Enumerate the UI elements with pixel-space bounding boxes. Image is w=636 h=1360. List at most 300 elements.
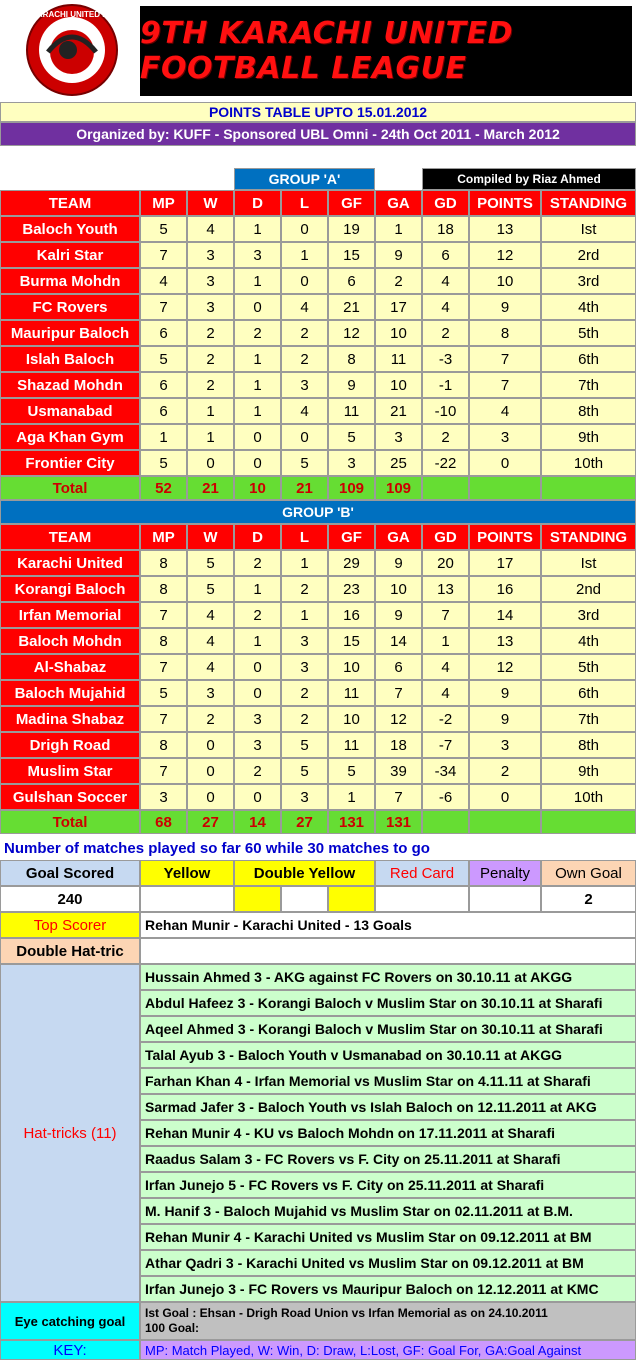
double-hattric-label: Double Hat-tric bbox=[0, 938, 140, 964]
total-cell: 131 bbox=[328, 810, 375, 834]
stat-cell: 6 bbox=[140, 372, 187, 398]
stat-cell: 12 bbox=[375, 706, 422, 732]
table-row bbox=[0, 680, 636, 706]
stat-cell: 10 bbox=[375, 576, 422, 602]
stat-cell: 7 bbox=[140, 758, 187, 784]
table-row bbox=[0, 216, 636, 242]
hattrick-item: M. Hanif 3 - Baloch Mujahid vs Muslim Star on 02.11.2011 at B.M. bbox=[140, 1198, 636, 1224]
stat-cell: 0 bbox=[281, 268, 328, 294]
hattricks-label: Hat-tricks (11) bbox=[0, 964, 140, 1302]
stat-cell: 1 bbox=[140, 424, 187, 450]
stat-cell: 1 bbox=[234, 216, 281, 242]
stat-cell: 4 bbox=[469, 398, 541, 424]
group_a-col-header: GD bbox=[422, 190, 469, 216]
stat-cell: 4 bbox=[422, 654, 469, 680]
team-name: Burma Mohdn bbox=[0, 268, 140, 294]
table-row bbox=[0, 346, 636, 372]
stat-cell: 17 bbox=[375, 294, 422, 320]
stat-cell: -6 bbox=[422, 784, 469, 810]
hattrick-row bbox=[0, 964, 636, 990]
stat-cell: 1 bbox=[281, 550, 328, 576]
group_a-col-header: GA bbox=[375, 190, 422, 216]
total-cell bbox=[422, 810, 469, 834]
group_b-col-header: D bbox=[234, 524, 281, 550]
hattrick-item: Athar Qadri 3 - Karachi United vs Muslim Star on 09.12.2011 at BM bbox=[140, 1250, 636, 1276]
stat-cell: 3 bbox=[187, 268, 234, 294]
hattrick-item: Farhan Khan 4 - Irfan Memorial vs Muslim Star on 4.11.11 at Sharafi bbox=[140, 1068, 636, 1094]
group_a-col-header: MP bbox=[140, 190, 187, 216]
stat-cell: 2 bbox=[234, 758, 281, 784]
stat-cell: 8th bbox=[541, 732, 636, 758]
stats-value-row bbox=[0, 886, 636, 912]
stat-cell: 21 bbox=[375, 398, 422, 424]
stat-cell: 3 bbox=[187, 242, 234, 268]
stat-cell: 4 bbox=[422, 680, 469, 706]
stat-cell: 4 bbox=[187, 654, 234, 680]
stat-cell: 11 bbox=[375, 346, 422, 372]
stat-cell: 9 bbox=[469, 680, 541, 706]
total-cell: 21 bbox=[187, 476, 234, 500]
team-name: Muslim Star bbox=[0, 758, 140, 784]
organized-row bbox=[0, 122, 636, 146]
top-scorer-label: Top Scorer bbox=[0, 912, 140, 938]
stat-cell: 7 bbox=[375, 784, 422, 810]
group_a-col-header: D bbox=[234, 190, 281, 216]
stat-cell: 2 bbox=[187, 372, 234, 398]
penalty-header: Penalty bbox=[469, 860, 541, 886]
group_b-column-header-row bbox=[0, 524, 636, 550]
stat-cell: 3 bbox=[234, 706, 281, 732]
stat-cell: 1 bbox=[422, 628, 469, 654]
stat-cell: 14 bbox=[469, 602, 541, 628]
stat-cell: 2 bbox=[375, 268, 422, 294]
stat-cell: 6 bbox=[328, 268, 375, 294]
eye-line-2: 100 Goal: bbox=[145, 1321, 200, 1335]
stat-cell: 39 bbox=[375, 758, 422, 784]
stat-cell: 2 bbox=[469, 758, 541, 784]
stat-cell: 1 bbox=[234, 576, 281, 602]
stat-cell: 4 bbox=[140, 268, 187, 294]
stat-cell: 15 bbox=[328, 242, 375, 268]
stat-cell: 7th bbox=[541, 372, 636, 398]
double-hattric-value bbox=[140, 938, 636, 964]
hattrick-item: Hussain Ahmed 3 - AKG against FC Rovers on 30.10.11 at AKGG bbox=[140, 964, 636, 990]
page-title: POINTS TABLE UPTO 15.01.2012 bbox=[0, 102, 636, 122]
stat-cell: 11 bbox=[328, 680, 375, 706]
stat-cell: 21 bbox=[328, 294, 375, 320]
stat-cell: 6th bbox=[541, 346, 636, 372]
group_b-col-header: GD bbox=[422, 524, 469, 550]
stat-cell: 13 bbox=[469, 628, 541, 654]
group_a-col-header: STANDING bbox=[541, 190, 636, 216]
stat-cell: 0 bbox=[234, 424, 281, 450]
stat-cell: 2 bbox=[187, 320, 234, 346]
stat-cell: 1 bbox=[187, 424, 234, 450]
stat-cell: 18 bbox=[375, 732, 422, 758]
stat-cell: 0 bbox=[234, 450, 281, 476]
team-name: Kalri Star bbox=[0, 242, 140, 268]
stat-cell: Ist bbox=[541, 216, 636, 242]
total-cell: 109 bbox=[375, 476, 422, 500]
penalty-value bbox=[469, 886, 541, 912]
double-yellow-header: Double Yellow bbox=[234, 860, 375, 886]
team-name: Mauripur Baloch bbox=[0, 320, 140, 346]
stat-cell: -10 bbox=[422, 398, 469, 424]
logo-year: 1996 bbox=[63, 76, 79, 83]
team-name: Madina Shabaz bbox=[0, 706, 140, 732]
stat-cell: 9 bbox=[375, 602, 422, 628]
stat-cell: 0 bbox=[187, 758, 234, 784]
stat-cell: 10 bbox=[375, 320, 422, 346]
team-name: Islah Baloch bbox=[0, 346, 140, 372]
stat-cell: 3 bbox=[328, 450, 375, 476]
total-cell bbox=[422, 476, 469, 500]
group-a-header-row bbox=[0, 168, 636, 190]
total-cell: 131 bbox=[375, 810, 422, 834]
stat-cell: 8 bbox=[469, 320, 541, 346]
group-b-header-row bbox=[0, 500, 636, 524]
organized-text: Organized by: KUFF - Sponsored UBL Omni - 24th Oct 2011 - March 2012 bbox=[0, 122, 636, 146]
stat-cell: 8 bbox=[140, 576, 187, 602]
stat-cell: Ist bbox=[541, 550, 636, 576]
group_a-col-header: GF bbox=[328, 190, 375, 216]
stat-cell: 4 bbox=[281, 294, 328, 320]
stat-cell: 4 bbox=[422, 268, 469, 294]
hattrick-row bbox=[0, 1068, 636, 1094]
key-label: KEY: bbox=[0, 1340, 140, 1360]
stat-cell: 1 bbox=[234, 372, 281, 398]
stat-cell: 8 bbox=[140, 732, 187, 758]
yellow-value bbox=[140, 886, 234, 912]
total-cell: 21 bbox=[281, 476, 328, 500]
stat-cell: 10 bbox=[375, 372, 422, 398]
stat-cell: 2 bbox=[422, 424, 469, 450]
stat-cell: 1 bbox=[281, 602, 328, 628]
group_b-col-header: TEAM bbox=[0, 524, 140, 550]
stat-cell: 2 bbox=[187, 346, 234, 372]
total-cell: 52 bbox=[140, 476, 187, 500]
stat-cell: 3 bbox=[469, 424, 541, 450]
team-name: Aga Khan Gym bbox=[0, 424, 140, 450]
stat-cell: 7 bbox=[140, 242, 187, 268]
group_a-col-header: W bbox=[187, 190, 234, 216]
stats-header-row bbox=[0, 860, 636, 886]
stat-cell: 3rd bbox=[541, 602, 636, 628]
stat-cell: 7 bbox=[140, 654, 187, 680]
table-row bbox=[0, 424, 636, 450]
team-name: Al-Shabaz bbox=[0, 654, 140, 680]
table-row bbox=[0, 576, 636, 602]
hattrick-item: Talal Ayub 3 - Baloch Youth v Usmanabad on 30.10.11 at AKGG bbox=[140, 1042, 636, 1068]
stat-cell: 0 bbox=[187, 732, 234, 758]
team-name: Karachi United bbox=[0, 550, 140, 576]
hattrick-row bbox=[0, 1042, 636, 1068]
hattrick-row bbox=[0, 1276, 636, 1302]
eye-catching-label: Eye catching goal bbox=[0, 1302, 140, 1340]
stat-cell: 20 bbox=[422, 550, 469, 576]
stat-cell: 6 bbox=[422, 242, 469, 268]
stat-cell: 6th bbox=[541, 680, 636, 706]
table-row bbox=[0, 732, 636, 758]
total-cell: 109 bbox=[328, 476, 375, 500]
eye-line-1: Ist Goal : Ehsan - Drigh Road Union vs Irfan Memorial as on 24.10.2011 bbox=[145, 1306, 548, 1320]
table-row bbox=[0, 654, 636, 680]
stat-cell: 10 bbox=[328, 654, 375, 680]
stat-cell: 4 bbox=[422, 294, 469, 320]
red-card-value bbox=[375, 886, 469, 912]
stat-cell: 16 bbox=[469, 576, 541, 602]
table-row bbox=[0, 320, 636, 346]
team-name: Baloch Youth bbox=[0, 216, 140, 242]
stat-cell: 9 bbox=[375, 550, 422, 576]
stat-cell: 5th bbox=[541, 654, 636, 680]
stat-cell: -1 bbox=[422, 372, 469, 398]
group_a-column-header-row bbox=[0, 190, 636, 216]
stat-cell: 7 bbox=[469, 346, 541, 372]
yellow-header: Yellow bbox=[140, 860, 234, 886]
group_a-col-header: L bbox=[281, 190, 328, 216]
stat-cell: 14 bbox=[375, 628, 422, 654]
stat-cell: 18 bbox=[422, 216, 469, 242]
table-row bbox=[0, 784, 636, 810]
stat-cell: 3 bbox=[281, 784, 328, 810]
stat-cell: 1 bbox=[328, 784, 375, 810]
stat-cell: 6 bbox=[375, 654, 422, 680]
stat-cell: 3 bbox=[281, 372, 328, 398]
group_b-col-header: L bbox=[281, 524, 328, 550]
stat-cell: 5 bbox=[140, 450, 187, 476]
stat-cell: 9 bbox=[375, 242, 422, 268]
stat-cell: 0 bbox=[187, 784, 234, 810]
stat-cell: 8 bbox=[140, 550, 187, 576]
stat-cell: 25 bbox=[375, 450, 422, 476]
hattrick-row bbox=[0, 1094, 636, 1120]
stat-cell: 2 bbox=[234, 550, 281, 576]
stat-cell: 5 bbox=[187, 576, 234, 602]
stat-cell: 2 bbox=[281, 680, 328, 706]
stat-cell: -3 bbox=[422, 346, 469, 372]
stat-cell: 8 bbox=[140, 628, 187, 654]
stat-cell: 4th bbox=[541, 628, 636, 654]
stat-cell: 1 bbox=[234, 268, 281, 294]
stat-cell: 3 bbox=[234, 732, 281, 758]
stat-cell: 3 bbox=[281, 654, 328, 680]
stat-cell: 10 bbox=[328, 706, 375, 732]
stat-cell: 29 bbox=[328, 550, 375, 576]
stat-cell: 1 bbox=[234, 398, 281, 424]
key-row bbox=[0, 1340, 636, 1360]
stat-cell: 0 bbox=[281, 424, 328, 450]
stat-cell: 2 bbox=[281, 706, 328, 732]
stat-cell: 4th bbox=[541, 294, 636, 320]
stat-cell: 7th bbox=[541, 706, 636, 732]
hattrick-row bbox=[0, 1198, 636, 1224]
stat-cell: 11 bbox=[328, 732, 375, 758]
hattrick-item: Abdul Hafeez 3 - Korangi Baloch v Muslim Star on 30.10.11 at Sharafi bbox=[140, 990, 636, 1016]
stat-cell: 4 bbox=[187, 602, 234, 628]
stat-cell: 2nd bbox=[541, 576, 636, 602]
table-row bbox=[0, 242, 636, 268]
group_b-col-header: GA bbox=[375, 524, 422, 550]
double-hattric-row bbox=[0, 938, 636, 964]
stat-cell: 11 bbox=[328, 398, 375, 424]
team-name: Drigh Road bbox=[0, 732, 140, 758]
stat-cell: 7 bbox=[140, 602, 187, 628]
total-cell bbox=[469, 476, 541, 500]
stat-cell: 10 bbox=[469, 268, 541, 294]
table-row bbox=[0, 628, 636, 654]
stat-cell: 8th bbox=[541, 398, 636, 424]
stat-cell: 0 bbox=[469, 784, 541, 810]
stat-cell: 1 bbox=[375, 216, 422, 242]
league-banner: 9TH KARACHI UNITED FOOTBALL LEAGUE bbox=[140, 6, 632, 96]
eye-catching-row bbox=[0, 1302, 636, 1340]
stat-cell: 3 bbox=[469, 732, 541, 758]
stat-cell: 9th bbox=[541, 424, 636, 450]
stat-cell: 23 bbox=[328, 576, 375, 602]
team-name: Baloch Mujahid bbox=[0, 680, 140, 706]
group_a-total-row bbox=[0, 476, 636, 500]
double-yellow-value-a bbox=[234, 886, 281, 912]
stat-cell: 5 bbox=[187, 550, 234, 576]
stat-cell: 3 bbox=[234, 242, 281, 268]
stat-cell: 7 bbox=[375, 680, 422, 706]
stat-cell: 19 bbox=[328, 216, 375, 242]
stat-cell: 10th bbox=[541, 450, 636, 476]
double-yellow-value-b bbox=[281, 886, 328, 912]
logo-text: KARACHI UNITED FC bbox=[31, 10, 113, 19]
stat-cell: 2 bbox=[422, 320, 469, 346]
hattrick-row bbox=[0, 1120, 636, 1146]
stat-cell: 1 bbox=[187, 398, 234, 424]
group_b-col-header: STANDING bbox=[541, 524, 636, 550]
stat-cell: 0 bbox=[234, 654, 281, 680]
stat-cell: 0 bbox=[234, 784, 281, 810]
team-name: Baloch Mohdn bbox=[0, 628, 140, 654]
table-row bbox=[0, 602, 636, 628]
goal-scored-value: 240 bbox=[0, 886, 140, 912]
stat-cell: 0 bbox=[234, 294, 281, 320]
stat-cell: 9 bbox=[328, 372, 375, 398]
key-text: MP: Match Played, W: Win, D: Draw, L:Lost, GF: Goal For, GA:Goal Against bbox=[140, 1340, 636, 1360]
top-scorer-row bbox=[0, 912, 636, 938]
total-cell bbox=[541, 476, 636, 500]
stat-cell: 6 bbox=[140, 320, 187, 346]
hattrick-row bbox=[0, 1224, 636, 1250]
stat-cell: 3 bbox=[187, 294, 234, 320]
stat-cell: 5 bbox=[140, 680, 187, 706]
total-cell: Total bbox=[0, 810, 140, 834]
stat-cell: 0 bbox=[187, 450, 234, 476]
stat-cell: 1 bbox=[234, 628, 281, 654]
title-row bbox=[0, 102, 636, 122]
stat-cell: 4 bbox=[281, 398, 328, 424]
stat-cell: 5 bbox=[328, 424, 375, 450]
stat-cell: 3 bbox=[187, 680, 234, 706]
double-yellow-value-c bbox=[328, 886, 375, 912]
hattrick-item: Sarmad Jafer 3 - Baloch Youth vs Islah Baloch on 12.11.2011 at AKG bbox=[140, 1094, 636, 1120]
hattrick-item: Rehan Munir 4 - Karachi United vs Muslim Star on 09.12.2011 at BM bbox=[140, 1224, 636, 1250]
own-goal-header: Own Goal bbox=[541, 860, 636, 886]
stat-cell: 5 bbox=[281, 732, 328, 758]
table-row bbox=[0, 372, 636, 398]
table-row bbox=[0, 550, 636, 576]
stat-cell: 6 bbox=[140, 398, 187, 424]
stat-cell: 15 bbox=[328, 628, 375, 654]
total-cell bbox=[469, 810, 541, 834]
matches-note-row bbox=[0, 836, 636, 860]
table-row bbox=[0, 450, 636, 476]
hattrick-row bbox=[0, 1250, 636, 1276]
stat-cell: 4 bbox=[187, 216, 234, 242]
goal-scored-header: Goal Scored bbox=[0, 860, 140, 886]
hattrick-item: Raadus Salam 3 - FC Rovers vs F. City on 25.11.2011 at Sharafi bbox=[140, 1146, 636, 1172]
eye-catching-value bbox=[140, 1302, 636, 1340]
hattrick-item: Rehan Munir 4 - KU vs Baloch Mohdn on 17.11.2011 at Sharafi bbox=[140, 1120, 636, 1146]
stat-cell: -2 bbox=[422, 706, 469, 732]
stat-cell: 7 bbox=[140, 294, 187, 320]
hattrick-row bbox=[0, 1146, 636, 1172]
stat-cell: 0 bbox=[234, 680, 281, 706]
hattrick-row bbox=[0, 1172, 636, 1198]
team-name: Korangi Baloch bbox=[0, 576, 140, 602]
stat-cell: 5 bbox=[328, 758, 375, 784]
matches-note: Number of matches played so far 60 while 30 matches to go bbox=[4, 839, 430, 857]
stat-cell: 3 bbox=[375, 424, 422, 450]
table-row bbox=[0, 398, 636, 424]
group_b-col-header: POINTS bbox=[469, 524, 541, 550]
group-b-label: GROUP 'B' bbox=[0, 500, 636, 524]
total-cell bbox=[541, 810, 636, 834]
team-name: Shazad Mohdn bbox=[0, 372, 140, 398]
stat-cell: 1 bbox=[281, 242, 328, 268]
stat-cell: 12 bbox=[469, 654, 541, 680]
stat-cell: 5 bbox=[281, 758, 328, 784]
hattrick-item: Irfan Junejo 3 - FC Rovers vs Mauripur Baloch on 12.12.2011 at KMC bbox=[140, 1276, 636, 1302]
hattrick-item: Aqeel Ahmed 3 - Korangi Baloch v Muslim Star on 30.10.11 at Sharafi bbox=[140, 1016, 636, 1042]
stat-cell: -34 bbox=[422, 758, 469, 784]
stat-cell: -7 bbox=[422, 732, 469, 758]
stat-cell: 2 bbox=[187, 706, 234, 732]
stat-cell: 2 bbox=[234, 602, 281, 628]
total-cell: 10 bbox=[234, 476, 281, 500]
stat-cell: 5th bbox=[541, 320, 636, 346]
group_b-col-header: W bbox=[187, 524, 234, 550]
group_a-col-header: POINTS bbox=[469, 190, 541, 216]
table-row bbox=[0, 706, 636, 732]
total-cell: 68 bbox=[140, 810, 187, 834]
stat-cell: 7 bbox=[140, 706, 187, 732]
stat-cell: 3 bbox=[281, 628, 328, 654]
stat-cell: 7 bbox=[469, 372, 541, 398]
hattrick-item: Irfan Junejo 5 - FC Rovers vs F. City on 25.11.2011 at Sharafi bbox=[140, 1172, 636, 1198]
stat-cell: 12 bbox=[328, 320, 375, 346]
stat-cell: 16 bbox=[328, 602, 375, 628]
stat-cell: 9 bbox=[469, 294, 541, 320]
stat-cell: 12 bbox=[469, 242, 541, 268]
stat-cell: 4 bbox=[187, 628, 234, 654]
compiled-by: Compiled by Riaz Ahmed bbox=[422, 168, 636, 190]
stat-cell: 0 bbox=[469, 450, 541, 476]
table-row bbox=[0, 294, 636, 320]
team-name: Irfan Memorial bbox=[0, 602, 140, 628]
top-scorer-value: Rehan Munir - Karachi United - 13 Goals bbox=[140, 912, 636, 938]
stat-cell: 17 bbox=[469, 550, 541, 576]
stat-cell: 13 bbox=[469, 216, 541, 242]
stat-cell: 7 bbox=[422, 602, 469, 628]
stat-cell: 2 bbox=[281, 576, 328, 602]
total-cell: 27 bbox=[187, 810, 234, 834]
